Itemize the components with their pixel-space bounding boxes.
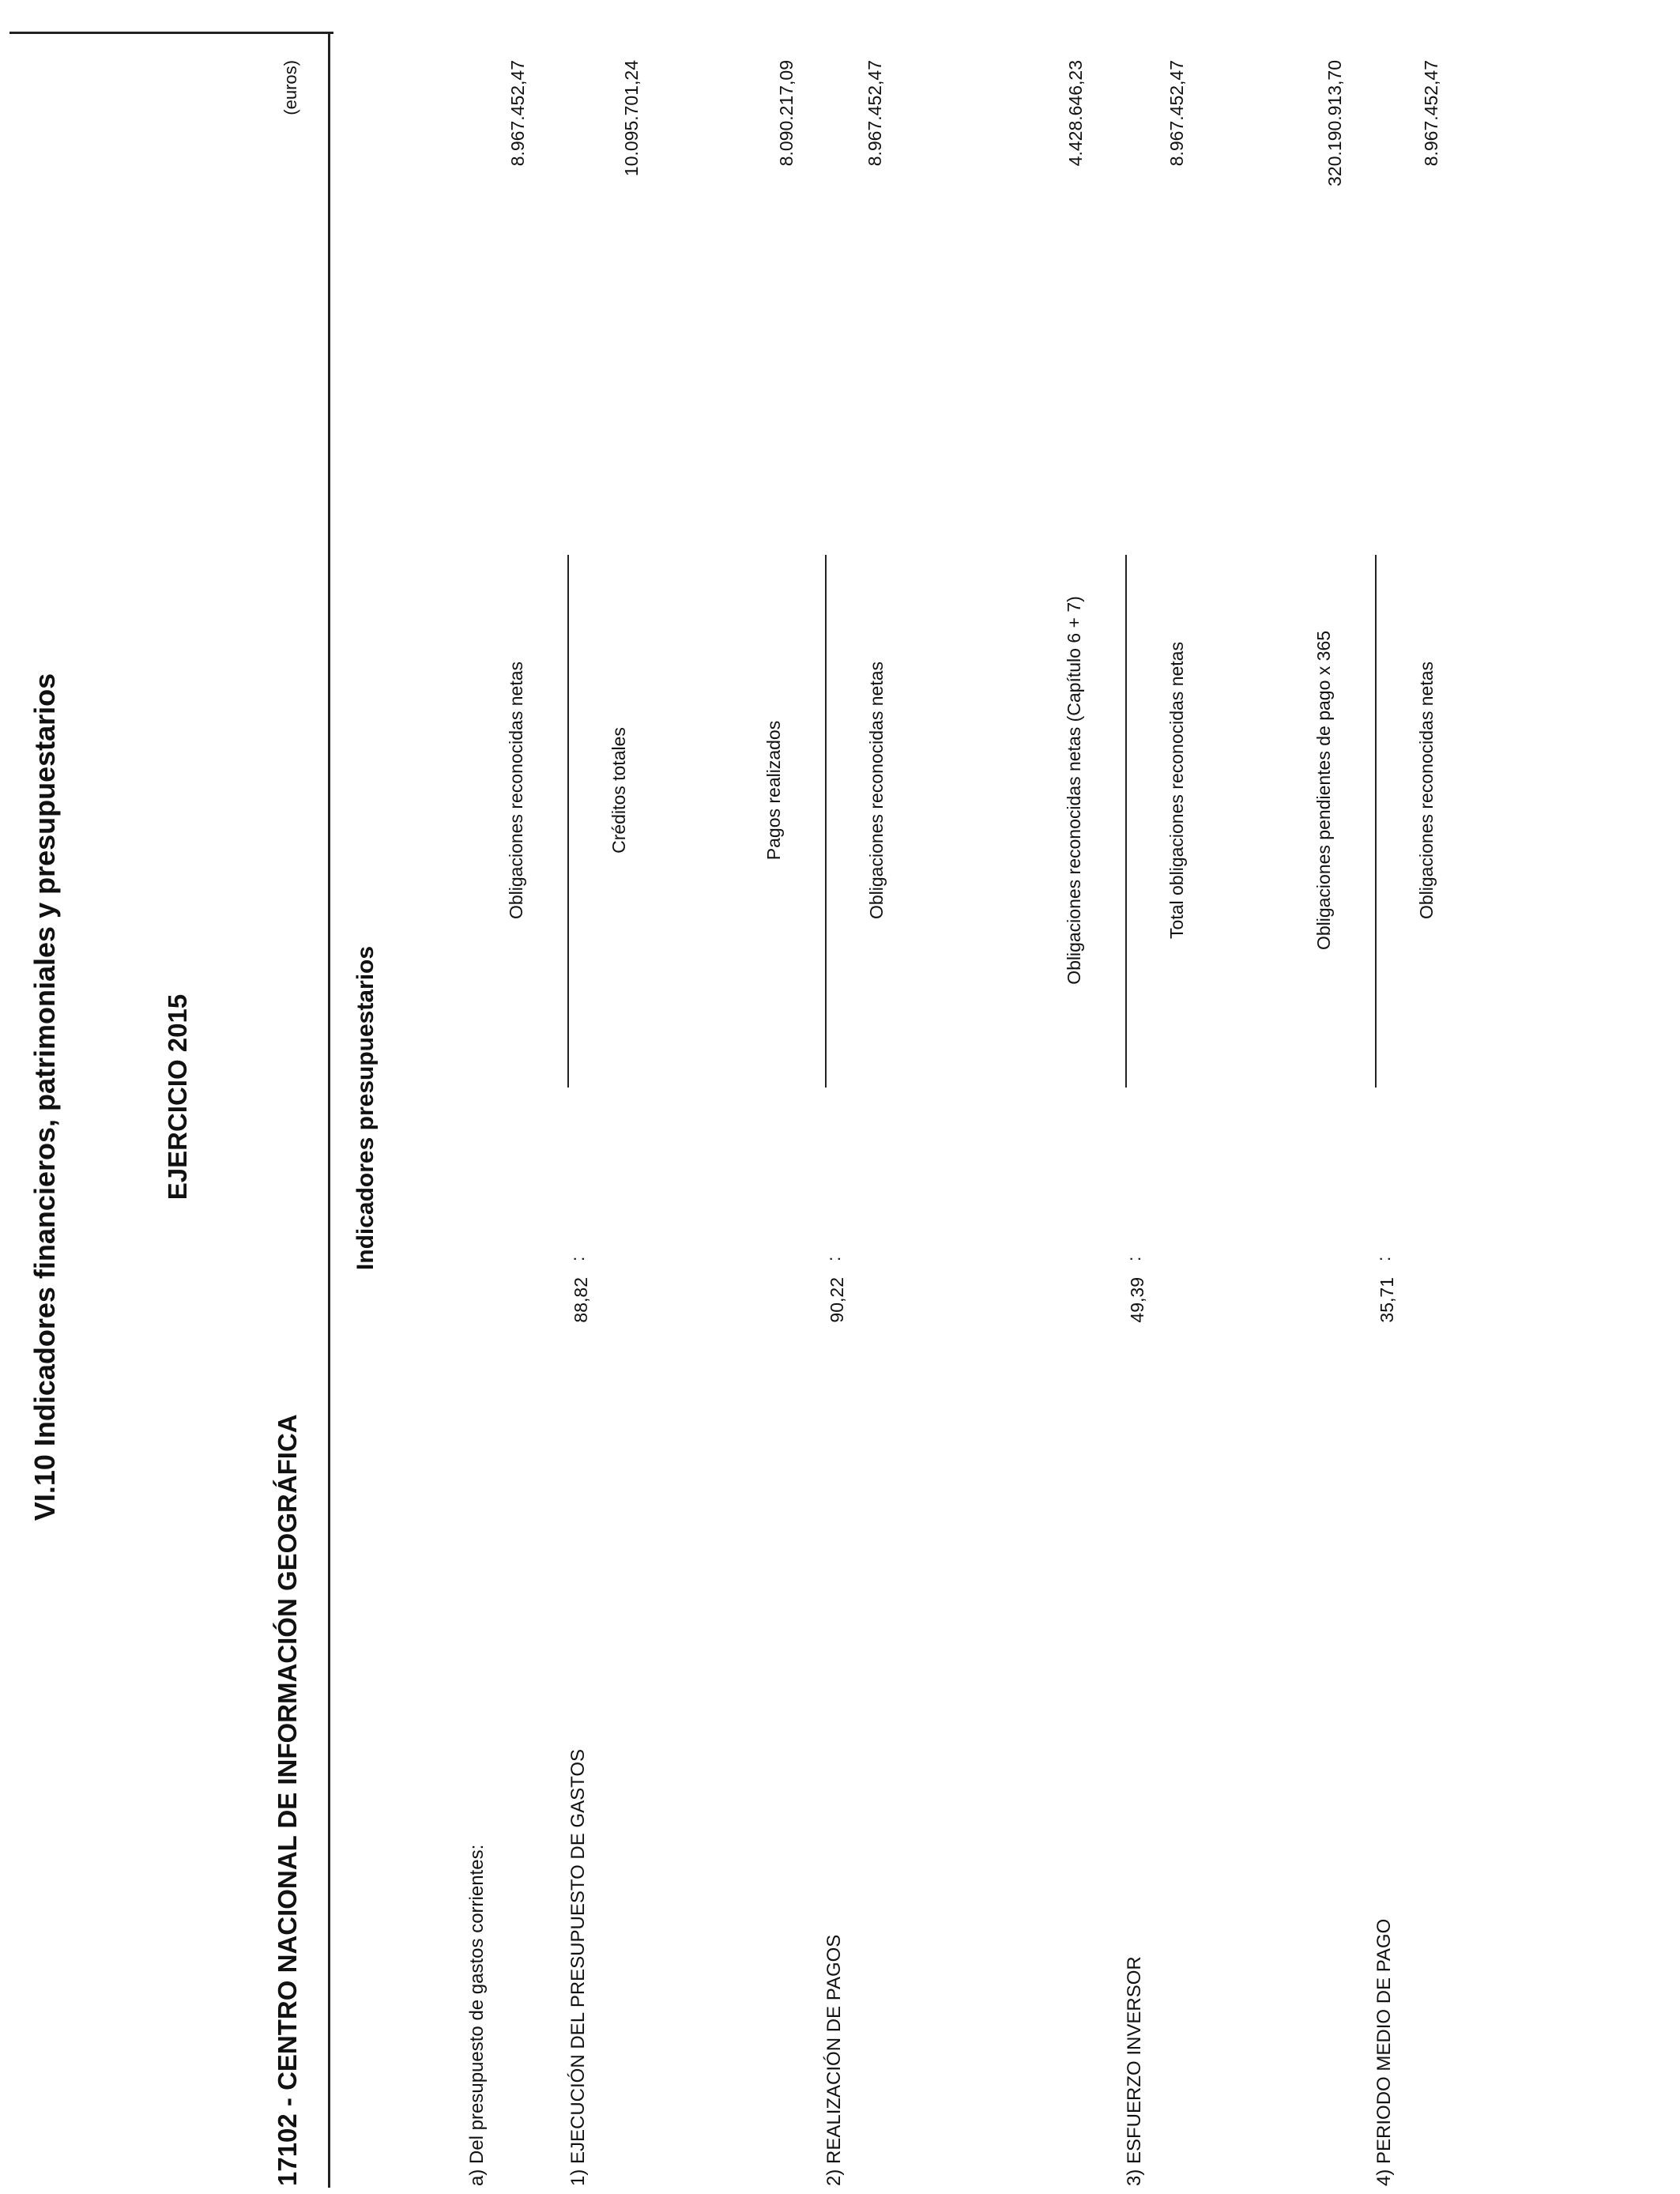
fraction-line xyxy=(1375,555,1377,1088)
denominator-label: Obligaciones reconocidas netas xyxy=(866,661,887,920)
subsection-label: a) Del presupuesto de gastos corrientes: xyxy=(466,1844,488,2186)
top-right-rule xyxy=(9,32,333,34)
indicator-colon: : xyxy=(1373,1256,1394,1261)
indicator-colon: : xyxy=(567,1256,588,1261)
indicator-colon: : xyxy=(1124,1256,1144,1261)
fraction-line xyxy=(567,555,569,1088)
indicator-name: 1) EJECUCIÓN DEL PRESUPUESTO DE GASTOS xyxy=(567,1748,589,2186)
numerator-value: 8.090.217,09 xyxy=(776,60,797,167)
numerator-value: 320.190.913,70 xyxy=(1324,60,1345,187)
numerator-label: Obligaciones pendientes de pago x 365 xyxy=(1313,630,1334,951)
denominator-label: Créditos totales xyxy=(608,727,629,854)
numerator-value: 4.428.646,23 xyxy=(1065,60,1086,167)
denominator-value: 10.095.701,24 xyxy=(621,60,642,177)
numerator-label: Obligaciones reconocidas netas (Capítulo 6 + 7) xyxy=(1064,596,1084,985)
entity-heading: 17102 - CENTRO NACIONAL DE INFORMACIÓN GEOGRÁFICA xyxy=(273,1414,302,2186)
denominator-value: 8.967.452,47 xyxy=(864,60,885,167)
indicator-name: 3) ESFUERZO INVERSOR xyxy=(1124,1956,1145,2186)
indicator-name: 2) REALIZACIÓN DE PAGOS xyxy=(823,1934,845,2186)
indicator-name: 4) PERIODO MEDIO DE PAGO xyxy=(1373,1918,1395,2186)
document-title: VI.10 Indicadores financieros, patrimoniales y presupuestarios xyxy=(28,673,61,1521)
numerator-label: Pagos realizados xyxy=(763,720,784,861)
indicator-value: 49,39 xyxy=(1127,1277,1147,1323)
units-label: (euros) xyxy=(281,60,300,115)
section-title: Indicadores presupuestarios xyxy=(352,945,379,1271)
fraction-line xyxy=(825,555,827,1088)
numerator-label: Obligaciones reconocidas netas xyxy=(506,661,526,920)
denominator-value: 8.967.452,47 xyxy=(1421,60,1441,167)
numerator-value: 8.967.452,47 xyxy=(507,60,528,167)
indicator-colon: : xyxy=(823,1256,844,1261)
fraction-line xyxy=(1125,555,1127,1088)
denominator-label: Total obligaciones reconocidas netas xyxy=(1166,642,1187,939)
fiscal-year-heading: EJERCICIO 2015 xyxy=(163,993,192,1201)
denominator-value: 8.967.452,47 xyxy=(1166,60,1187,167)
denominator-label: Obligaciones reconocidas netas xyxy=(1416,661,1437,920)
indicator-value: 90,22 xyxy=(827,1277,847,1323)
indicator-value: 35,71 xyxy=(1377,1277,1397,1323)
header-rule xyxy=(328,32,330,2188)
indicator-value: 88,82 xyxy=(571,1277,591,1323)
